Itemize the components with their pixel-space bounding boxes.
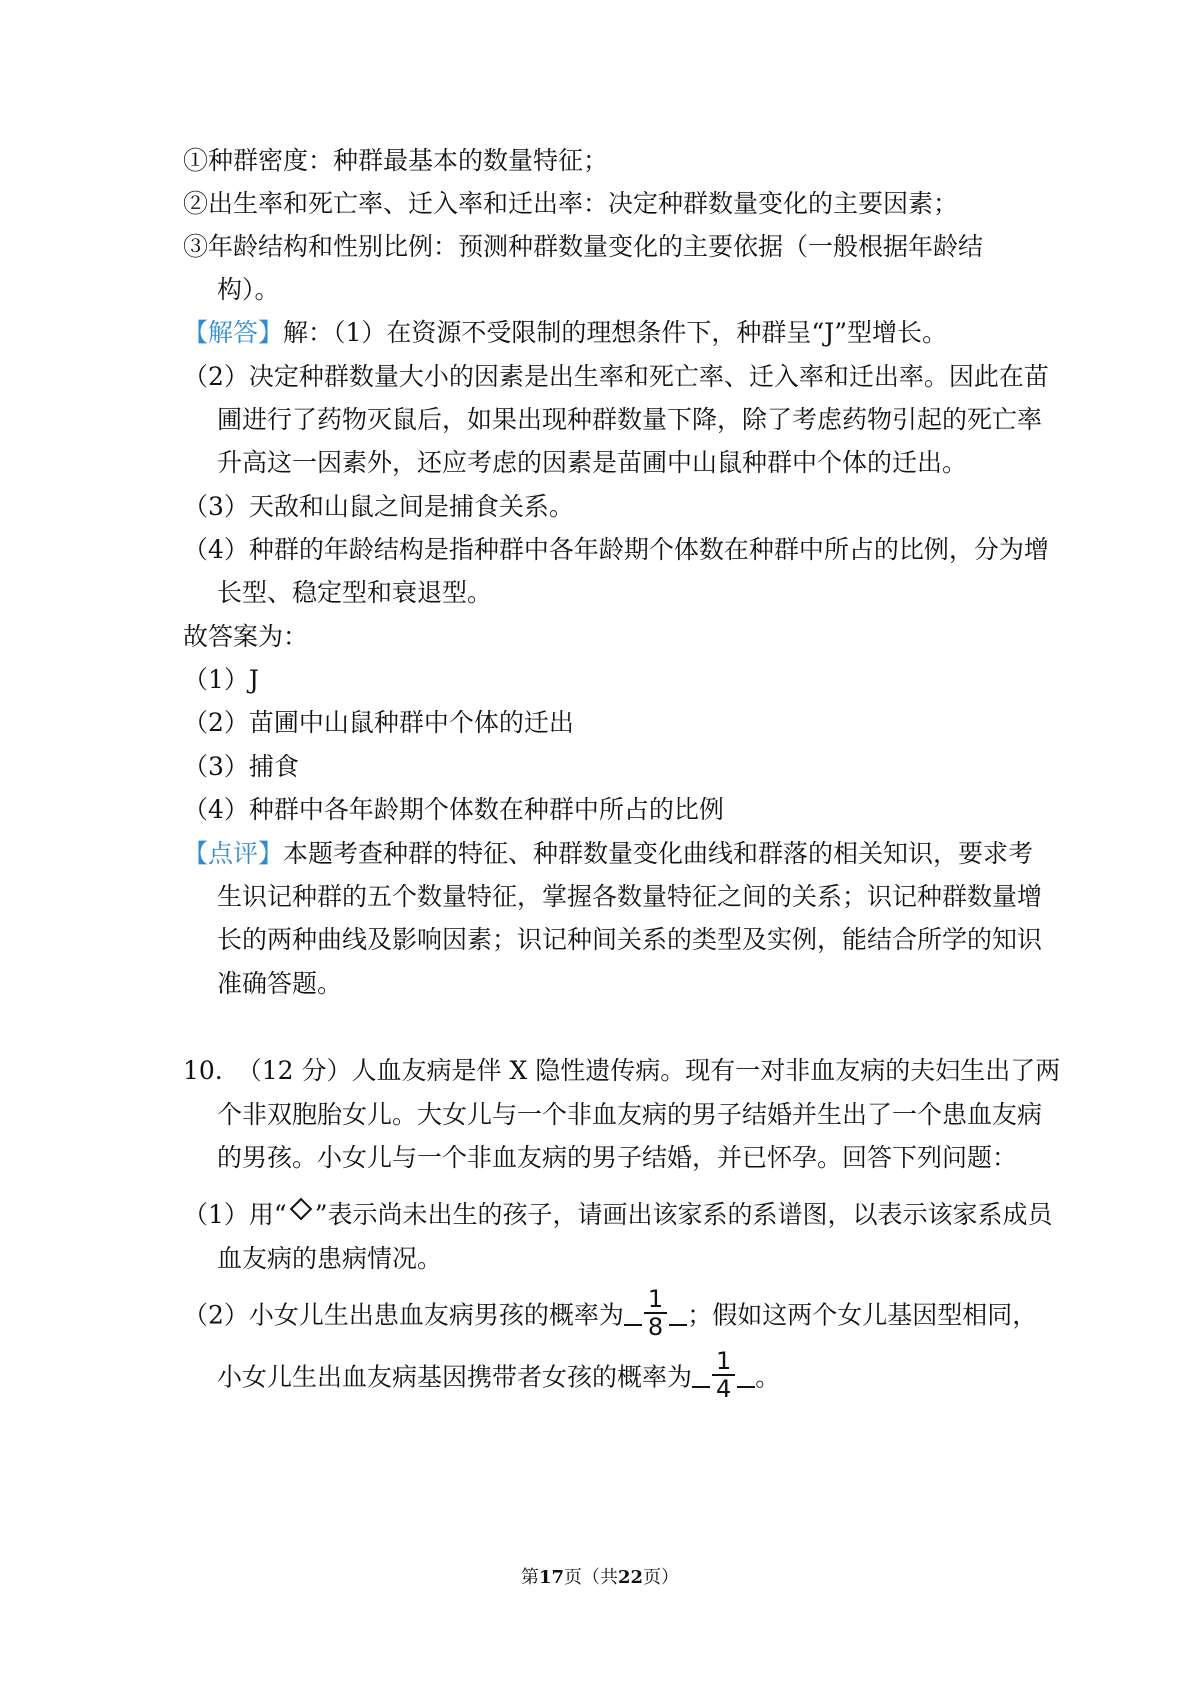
question-10-part-2-cont (217, 1347, 781, 1406)
solution-line-3: 圃进行了药物灭鼠后，如果出现种群数量下降，除了考虑药物引起的死亡率 (217, 405, 1043, 434)
comment-line-4: 准确答题。 (217, 969, 343, 998)
solution-tag: 【解答】 (183, 318, 284, 347)
solution-line-6: （4）种群的年龄结构是指种群中各年龄期个体数在种群中所占的比例，分为增 (183, 535, 1049, 564)
question-10-part-1-cont: 血友病的患病情况。 (217, 1244, 443, 1273)
part2-pre: （2）小女儿生出患血友病男孩的概率为 (183, 1300, 624, 1330)
question-10-text-1: （12 分）人血友病是伴 X 隐性遗传病。现有一对非血友病的夫妇生出了两 (236, 1056, 1061, 1085)
question-10-line-3: 的男孩。小女儿与一个非血友病的男子结婚，并已怀孕。回答下列问题： (217, 1143, 1018, 1172)
part1-post: ”表示尚未出生的孩子，请画出该家系的系谱图，以表示该家系成员 (314, 1200, 1053, 1229)
fraction-1-4 (712, 1348, 735, 1402)
footer-middle: 页（共 (564, 1567, 618, 1588)
solution-line-1 (183, 316, 947, 350)
fraction-2-numerator: 1 (712, 1348, 735, 1376)
diamond-symbol-icon (289, 1198, 312, 1221)
part1-pre: （1）用“ (183, 1200, 287, 1229)
footer-prefix: 第 (520, 1567, 539, 1588)
answer-blank-right-2 (737, 1364, 755, 1388)
analysis-item-1: ①种群密度：种群最基本的数量特征； (183, 146, 609, 175)
comment-text-1: 本题考查种群的特征、种群数量变化曲线和群落的相关知识，要求考 (283, 839, 1034, 868)
answer-blank-left-2 (692, 1364, 710, 1388)
question-10-part-1 (183, 1198, 1052, 1232)
comment-line-3: 长的两种曲线及影响因素；识记种间关系的类型及实例，能结合所学的知识 (217, 925, 1043, 954)
analysis-item-3-cont: 构）。 (217, 275, 280, 304)
part2-end: 。 (755, 1362, 781, 1392)
analysis-item-2: ②出生率和死亡率、迁入率和迁出率：决定种群数量变化的主要因素； (183, 189, 959, 218)
answer-4: （4）种群中各年龄期个体数在种群中所占的比例 (183, 795, 724, 824)
solution-text-1: 解：（1）在资源不受限制的理想条件下，种群呈“J”型增长。 (283, 318, 948, 347)
answer-2: （2）苗圃中山鼠种群中个体的迁出 (183, 708, 574, 737)
comment-line-1 (183, 837, 1033, 871)
answer-title: 故答案为： (183, 622, 309, 651)
part2-mid: ；假如这两个女儿基因型相同， (687, 1300, 1038, 1330)
comment-line-2: 生识记种群的五个数量特征，掌握各数量特征之间的关系；识记种群数量增 (217, 882, 1043, 911)
solution-line-7: 长型、稳定型和衰退型。 (217, 578, 493, 607)
footer-page-number: 17 (538, 1567, 564, 1588)
question-number: 10. (183, 1056, 223, 1085)
part2-line2-pre: 小女儿生出血友病基因携带者女孩的概率为 (217, 1362, 693, 1392)
answer-1: （1）J (183, 665, 259, 694)
solution-line-4: 升高这一因素外，还应考虑的因素是苗圃中山鼠种群中个体的迁出。 (217, 448, 968, 477)
footer-suffix: 页） (643, 1567, 680, 1588)
fraction-2-denominator: 4 (716, 1375, 732, 1403)
question-10-part-2 (183, 1285, 1038, 1344)
solution-line-5: （3）天敌和山鼠之间是捕食关系。 (183, 492, 574, 521)
answer-3: （3）捕食 (183, 752, 299, 781)
fraction-1-denominator: 8 (647, 1313, 664, 1341)
answer-blank-left (624, 1302, 642, 1326)
answer-blank-right (669, 1302, 687, 1326)
fraction-1-numerator: 1 (644, 1286, 667, 1314)
question-10-line-1 (183, 1054, 1060, 1088)
comment-tag: 【点评】 (183, 839, 284, 868)
analysis-item-3: ③年龄结构和性别比例：预测种群数量变化的主要依据（一般根据年龄结 (183, 232, 984, 261)
footer-total-pages: 22 (618, 1567, 644, 1588)
page-footer (0, 1566, 1200, 1590)
solution-line-2: （2）决定种群数量大小的因素是出生率和死亡率、迁入率和迁出率。因此在苗 (183, 362, 1049, 391)
question-10-line-2: 个非双胞胎女儿。大女儿与一个非血友病的男子结婚并生出了一个患血友病 (217, 1100, 1043, 1129)
fraction-1-8 (644, 1286, 667, 1340)
